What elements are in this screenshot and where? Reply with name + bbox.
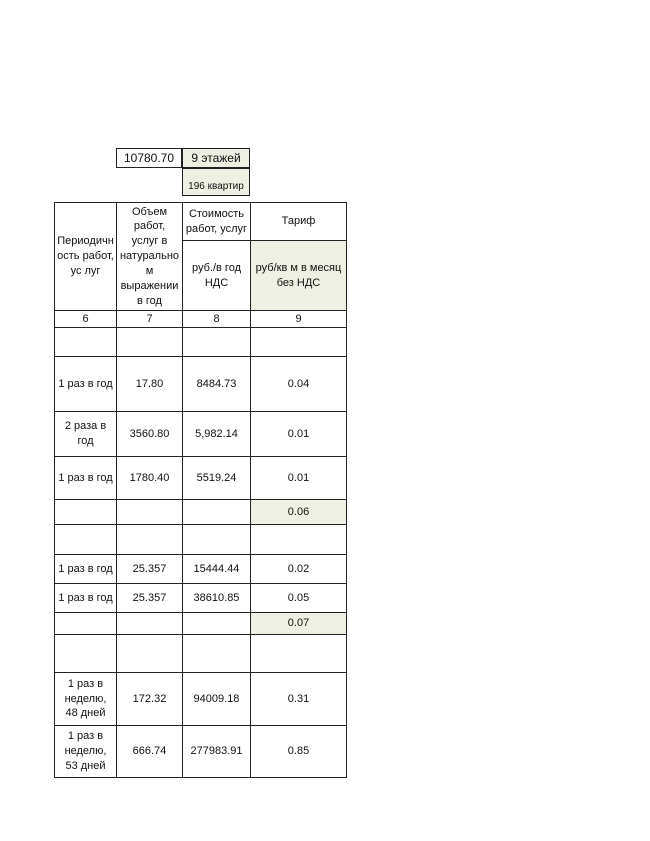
header-cost: Стоимость работ, услуг bbox=[183, 203, 251, 241]
cell-period: 1 раз в неделю, 53 дней bbox=[55, 726, 117, 778]
cell-cost bbox=[183, 328, 251, 357]
cell-tariff-subtotal: 0.06 bbox=[251, 500, 347, 525]
cell-period bbox=[55, 525, 117, 555]
cell-cost bbox=[183, 635, 251, 673]
column-number: 6 bbox=[55, 311, 117, 328]
table-row bbox=[55, 412, 347, 457]
cell-volume: 17.80 bbox=[117, 357, 183, 412]
cell-cost bbox=[183, 525, 251, 555]
cell-volume bbox=[117, 635, 183, 673]
cell-tariff: 0.31 bbox=[251, 673, 347, 726]
cell-cost: 38610.85 bbox=[183, 584, 251, 613]
header-tariff-unit: руб/кв м в месяц без НДС bbox=[251, 241, 347, 311]
cell-volume bbox=[117, 613, 183, 635]
column-numbers-row bbox=[55, 311, 347, 328]
table-row bbox=[55, 673, 347, 726]
cell-cost bbox=[183, 500, 251, 525]
floors-label: 9 этажей bbox=[182, 148, 250, 168]
cell-period: 1 раз в год bbox=[55, 357, 117, 412]
cell-tariff: 0.02 bbox=[251, 555, 347, 584]
cell-cost bbox=[183, 613, 251, 635]
cell-cost: 94009.18 bbox=[183, 673, 251, 726]
apartments-label: 196 квартир bbox=[182, 168, 250, 196]
cell-cost: 277983.91 bbox=[183, 726, 251, 778]
table-row bbox=[55, 726, 347, 778]
table-row bbox=[55, 328, 347, 357]
header-volume: Объем работ, услуг в натурально м выражении в год bbox=[117, 203, 183, 311]
table-row bbox=[55, 357, 347, 412]
cell-tariff bbox=[251, 525, 347, 555]
cell-volume bbox=[117, 500, 183, 525]
cell-period bbox=[55, 328, 117, 357]
cell-period bbox=[55, 500, 117, 525]
cell-volume: 3560.80 bbox=[117, 412, 183, 457]
cell-volume: 25.357 bbox=[117, 584, 183, 613]
cell-tariff: 0.85 bbox=[251, 726, 347, 778]
cell-tariff: 0.01 bbox=[251, 457, 347, 500]
cell-period: 1 раз в год bbox=[55, 584, 117, 613]
column-number: 7 bbox=[117, 311, 183, 328]
table-row bbox=[55, 457, 347, 500]
cell-period bbox=[55, 613, 117, 635]
header-cost-unit: руб./в год НДС bbox=[183, 241, 251, 311]
cell-cost: 8484.73 bbox=[183, 357, 251, 412]
cell-volume bbox=[117, 525, 183, 555]
cell-tariff bbox=[251, 635, 347, 673]
cell-volume bbox=[117, 328, 183, 357]
cell-period: 1 раз в неделю, 48 дней bbox=[55, 673, 117, 726]
cell-tariff: 0.04 bbox=[251, 357, 347, 412]
table-row bbox=[55, 584, 347, 613]
cell-volume: 1780.40 bbox=[117, 457, 183, 500]
column-number: 9 bbox=[251, 311, 347, 328]
table-row bbox=[55, 525, 347, 555]
cell-volume: 172.32 bbox=[117, 673, 183, 726]
table-row bbox=[55, 635, 347, 673]
cell-period: 1 раз в год bbox=[55, 555, 117, 584]
cell-tariff-subtotal: 0.07 bbox=[251, 613, 347, 635]
cell-tariff: 0.01 bbox=[251, 412, 347, 457]
cell-cost: 15444.44 bbox=[183, 555, 251, 584]
header-tariff: Тариф bbox=[251, 203, 347, 241]
cell-cost: 5519.24 bbox=[183, 457, 251, 500]
column-number: 8 bbox=[183, 311, 251, 328]
subtotal-row bbox=[55, 500, 347, 525]
cell-volume: 25.357 bbox=[117, 555, 183, 584]
services-table bbox=[54, 202, 347, 778]
cell-tariff bbox=[251, 328, 347, 357]
cell-period: 1 раз в год bbox=[55, 457, 117, 500]
cell-cost: 5,982.14 bbox=[183, 412, 251, 457]
cell-volume: 666.74 bbox=[117, 726, 183, 778]
subtotal-row bbox=[55, 613, 347, 635]
area-value: 10780.70 bbox=[116, 148, 182, 168]
cell-period: 2 раза в год bbox=[55, 412, 117, 457]
header-periodicity: Периодичн ость работ, ус луг bbox=[55, 203, 117, 311]
cell-period bbox=[55, 635, 117, 673]
table-row bbox=[55, 555, 347, 584]
cell-tariff: 0.05 bbox=[251, 584, 347, 613]
